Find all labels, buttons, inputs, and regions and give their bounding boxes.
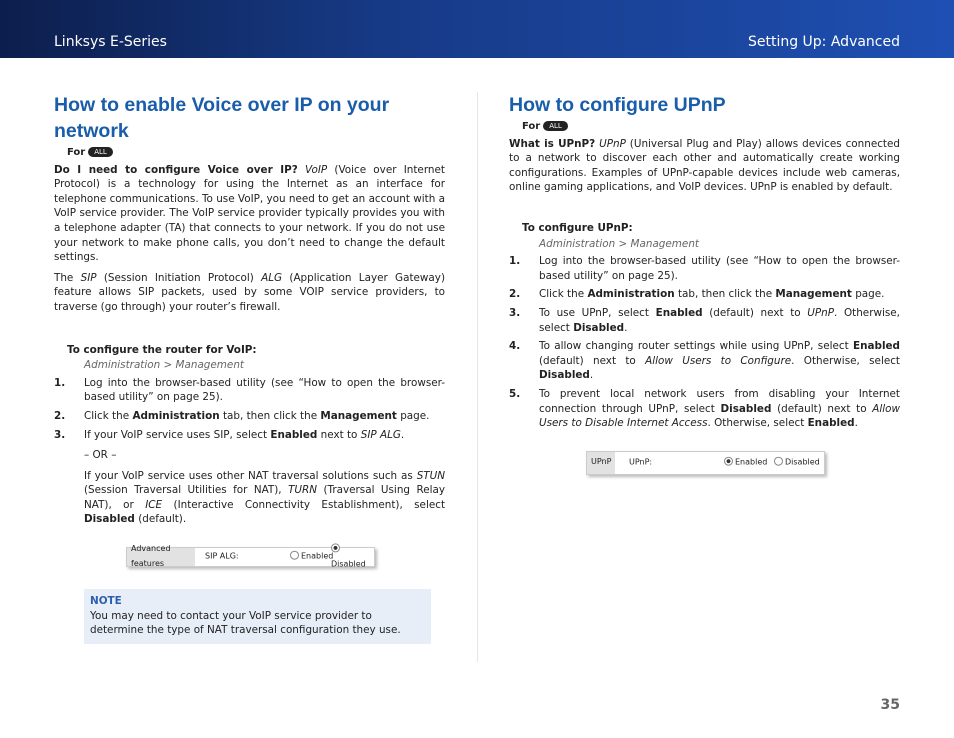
page-header xyxy=(0,0,954,58)
voip-column xyxy=(54,92,445,644)
turn-term: TURN xyxy=(288,484,318,497)
step-text: Log into the browser-based utility (see “How to open the browser-based utility” on page 25). xyxy=(539,255,900,282)
or-separator: – OR – xyxy=(84,449,117,462)
step-text: tab, then click the xyxy=(222,409,318,422)
upnp-subheading: To configure UPnP: xyxy=(522,221,633,234)
step-italic: Allow Users to Configure xyxy=(645,354,792,367)
nat-bold: Disabled xyxy=(84,513,135,526)
list-item xyxy=(509,306,900,335)
radio-selected-icon xyxy=(331,543,340,552)
step-number: 1. xyxy=(54,376,66,389)
note-title: NOTE xyxy=(90,595,122,608)
page-number: 35 xyxy=(880,697,900,713)
sip-alg-screenshot xyxy=(126,544,375,569)
sip-text-a: The xyxy=(54,271,74,284)
header-product: Linksys E-Series xyxy=(54,34,167,50)
step-text: . xyxy=(624,321,628,334)
ice-term: ICE xyxy=(145,498,163,511)
note-box xyxy=(84,589,431,644)
voip-term: VoIP xyxy=(304,163,328,176)
sip-text-c: (Application Layer Gateway) feature allows SIP packets, used by some VOIP service providers, to traverse (go through) your router’s firewall. xyxy=(54,271,446,313)
sip-term: SIP xyxy=(80,271,97,284)
for-line xyxy=(522,120,900,135)
step-number: 4. xyxy=(509,340,521,353)
step-text: Log into the browser-based utility (see “How to open the browser-based utility” on page 25). xyxy=(84,376,445,404)
step-text: To prevent local network users from disabling your Internet connection through UPnP, select xyxy=(539,387,900,415)
step-text: tab, then click the xyxy=(677,288,773,301)
step-number: 2. xyxy=(54,409,66,422)
list-item xyxy=(509,387,900,431)
upnp-intro xyxy=(509,137,900,195)
radio-icon xyxy=(774,456,783,465)
step-number: 2. xyxy=(509,288,521,301)
step-text: To allow changing router settings while using UPnP, select xyxy=(539,340,849,353)
step-text: . xyxy=(589,369,594,382)
step-italic: UPnP xyxy=(807,306,835,319)
step-text: Click the xyxy=(539,288,585,301)
upnp-path: Administration > Management xyxy=(539,237,699,250)
step-bold: Management xyxy=(775,288,852,301)
step-number: 1. xyxy=(509,255,521,268)
nat-text: (default). xyxy=(138,513,187,526)
header-section: Setting Up: Advanced xyxy=(747,34,900,50)
upnp-enabled-option xyxy=(724,455,767,470)
option-label: Enabled xyxy=(301,551,334,561)
step-text: (default) next to xyxy=(709,306,801,319)
option-label: Disabled xyxy=(331,559,366,569)
note-text: You may need to contact your VoIP service provider to determine the type of NAT traversal configuration they use. xyxy=(90,609,401,637)
upnp-field-label: UPnP: xyxy=(629,457,653,467)
radio-icon xyxy=(290,551,299,560)
step-text: page. xyxy=(400,409,430,422)
radio-selected-icon xyxy=(724,456,733,465)
step-italic: Allow Users to Disable Internet Access xyxy=(539,402,900,430)
step-text: page. xyxy=(855,288,885,301)
upnp-disabled-option xyxy=(774,455,820,470)
nat-paragraph xyxy=(54,469,445,527)
step-text: (default) next to xyxy=(539,354,636,367)
sip-disabled-option xyxy=(331,542,374,571)
step-text: next to xyxy=(320,428,358,441)
step-number: 3. xyxy=(509,306,521,319)
step-bold: Management xyxy=(320,409,397,422)
nat-text: (Session Traversal Utilities for NAT), xyxy=(84,484,282,497)
list-item xyxy=(54,409,445,424)
voip-title: How to enable Voice over IP on your network xyxy=(54,94,390,142)
sip-enabled-option xyxy=(290,550,333,565)
voip-path: Administration > Management xyxy=(84,359,244,372)
step-italic: SIP ALG xyxy=(360,428,401,441)
voip-subheading: To configure the router for VoIP: xyxy=(67,343,257,356)
step-text: To use UPnP, select xyxy=(539,306,649,319)
nat-text: If your VoIP service uses other NAT traversal solutions such as xyxy=(84,469,413,482)
step-text: . xyxy=(854,417,858,430)
step-bold: Enabled xyxy=(655,306,703,319)
step-bold: Enabled xyxy=(807,417,855,430)
upnp-title: How to configure UPnP xyxy=(509,94,726,116)
nat-text: (Interactive Connectivity Establishment), select xyxy=(173,498,446,511)
list-item xyxy=(54,428,445,443)
step-bold: Administration xyxy=(587,288,675,301)
option-label: Enabled xyxy=(735,457,768,467)
list-item xyxy=(54,376,445,405)
nat-text: (Traversal Using Relay NAT), or xyxy=(84,484,445,511)
step-bold: Enabled xyxy=(270,428,318,441)
all-badge: ALL xyxy=(88,147,113,157)
voip-question: Do I need to configure Voice over IP? xyxy=(54,163,298,176)
step-text: . xyxy=(400,428,405,441)
step-bold: Disabled xyxy=(720,402,772,415)
voip-steps xyxy=(54,376,445,442)
list-item xyxy=(509,339,900,383)
step-bold: Disabled xyxy=(539,369,590,382)
upnp-question: What is UPnP? xyxy=(509,137,596,150)
step-bold: Administration xyxy=(132,409,220,422)
step-number: 3. xyxy=(54,428,66,441)
sip-text-b: (Session Initiation Protocol) xyxy=(103,271,254,284)
for-label: For xyxy=(522,121,541,132)
stun-term: STUN xyxy=(416,469,446,482)
upnp-screenshot xyxy=(586,451,825,475)
step-text: . Otherwise, select xyxy=(707,417,805,430)
for-line xyxy=(67,146,445,161)
column-divider xyxy=(477,92,478,662)
step-bold: Enabled xyxy=(853,340,900,353)
voip-intro xyxy=(54,163,445,265)
all-badge: ALL xyxy=(543,121,568,131)
upnp-term: UPnP xyxy=(599,137,626,150)
for-label: For xyxy=(67,147,86,158)
upnp-steps xyxy=(509,254,900,431)
sip-paragraph xyxy=(54,271,445,315)
sip-alg-label: SIP ALG: xyxy=(205,551,239,561)
upnp-column xyxy=(509,92,900,475)
step-bold: Disabled xyxy=(573,321,625,334)
step-number: 5. xyxy=(509,387,521,400)
upnp-section-label: UPnP xyxy=(587,452,615,474)
step-text: (default) next to xyxy=(777,402,867,415)
voip-intro-text: (Voice over Internet Protocol) is a technology for using the Internet as an interface for telephone communications. To use VoIP, you need to get an account with a VoIP service provider. The VoIP service provider typically provides you with a telephone adapter (TA) that connects to your network. If you do not use your network to make phone calls, you don’t need to change the default settings. xyxy=(54,163,445,264)
alg-term: ALG xyxy=(261,271,283,284)
step-text: If your VoIP service uses SIP, select xyxy=(84,428,268,441)
step-text: . Otherwise, select xyxy=(791,354,901,367)
list-item xyxy=(509,254,900,283)
advanced-features-label: Advanced features xyxy=(127,548,195,566)
option-label: Disabled xyxy=(785,457,820,467)
upnp-intro-text: (Universal Plug and Play) allows devices connected to a network to discover each other and automatically create working configurations. Examples of UPnP-capable devices include web cameras, online gaming applications, and VoIP devices. UPnP is enabled by default. xyxy=(509,137,900,194)
step-text: . Otherwise, select xyxy=(539,306,900,334)
list-item xyxy=(509,287,900,302)
step-text: Click the xyxy=(84,409,130,422)
